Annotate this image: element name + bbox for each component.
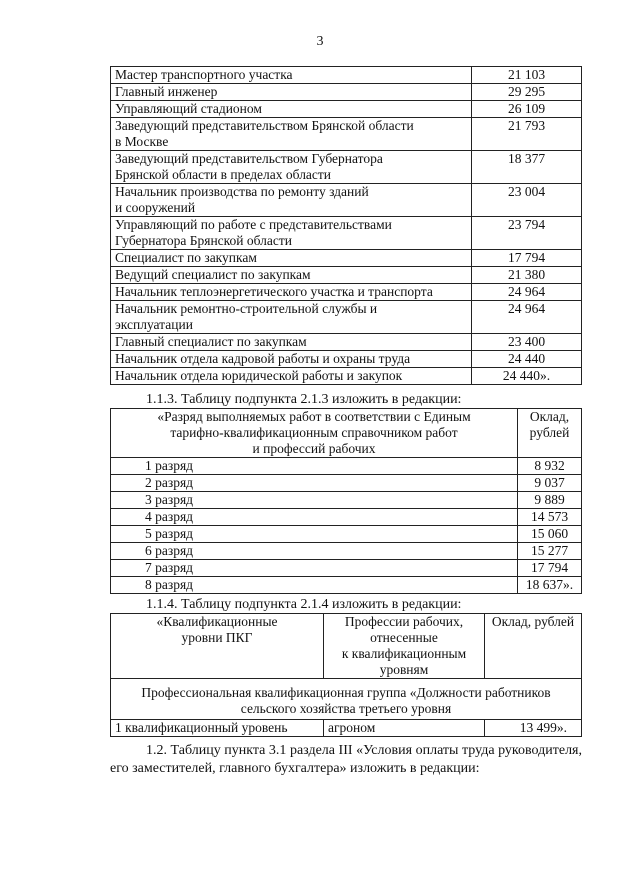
position-name-cell: Заведующий представительством Брянской области в Москве	[111, 118, 472, 151]
position-name-cell: 3 разряд	[111, 492, 518, 509]
position-name-cell: 6 разряд	[111, 543, 518, 560]
table-row	[111, 267, 582, 284]
salary-value-cell: 24 440	[472, 351, 582, 368]
table-row	[111, 334, 582, 351]
header-salary-cell: Оклад, рублей	[518, 409, 582, 458]
table-row	[111, 720, 582, 737]
heading-1-1-3: 1.1.3. Таблицу подпункта 2.1.3 изложить в редакции:	[146, 392, 462, 407]
salary-value-cell: 18 377	[472, 151, 582, 184]
salary-cell: 13 499».	[485, 720, 582, 737]
salary-value-cell: 21 380	[472, 267, 582, 284]
salary-value-cell: 21 103	[472, 67, 582, 84]
header-profession-cell: Профессии рабочих, отнесенные к квалификационным уровням	[324, 614, 485, 679]
salary-value-cell: 24 440».	[472, 368, 582, 385]
page-number: 3	[316, 34, 324, 49]
salary-value-cell: 17 794	[472, 250, 582, 267]
table-row	[111, 492, 582, 509]
position-name-cell: Ведущий специалист по закупкам	[111, 267, 472, 284]
header-level-cell: «Квалификационные уровни ПКГ	[111, 614, 324, 679]
table-row	[111, 217, 582, 250]
salary-table-qualification	[110, 613, 582, 737]
salary-value-cell: 23 004	[472, 184, 582, 217]
group-row	[111, 679, 582, 720]
salary-value-cell: 24 964	[472, 301, 582, 334]
table-header-row	[111, 614, 582, 679]
salary-table-grades	[110, 408, 582, 594]
table-row	[111, 250, 582, 267]
position-name-cell: Главный специалист по закупкам	[111, 334, 472, 351]
table-row	[111, 458, 582, 475]
position-name-cell: 5 разряд	[111, 526, 518, 543]
table-row	[111, 560, 582, 577]
table-row	[111, 84, 582, 101]
table-row	[111, 301, 582, 334]
table-row	[111, 368, 582, 385]
level-cell: 1 квалификационный уровень	[111, 720, 324, 737]
salary-value-cell: 23 400	[472, 334, 582, 351]
position-name-cell: Мастер транспортного участка	[111, 67, 472, 84]
salary-value-cell: 9 037	[518, 475, 582, 492]
table-row	[111, 351, 582, 368]
position-name-cell: 8 разряд	[111, 577, 518, 594]
salary-value-cell: 15 277	[518, 543, 582, 560]
position-name-cell: Специалист по закупкам	[111, 250, 472, 267]
table-row	[111, 526, 582, 543]
table-row	[111, 284, 582, 301]
salary-value-cell: 14 573	[518, 509, 582, 526]
position-name-cell: 7 разряд	[111, 560, 518, 577]
paragraph-1-2: 1.2. Таблицу пункта 3.1 раздела III «Условия оплаты труда руководителя, его заместителей, главного бухгалтера» изложить в редакции:	[110, 743, 582, 776]
position-name-cell: 2 разряд	[111, 475, 518, 492]
table-row	[111, 509, 582, 526]
table-row	[111, 151, 582, 184]
salary-value-cell: 21 793	[472, 118, 582, 151]
salary-value-cell: 15 060	[518, 526, 582, 543]
salary-value-cell: 23 794	[472, 217, 582, 250]
table-row	[111, 577, 582, 594]
table-row	[111, 475, 582, 492]
position-name-cell: Главный инженер	[111, 84, 472, 101]
salary-value-cell: 26 109	[472, 101, 582, 118]
salary-value-cell: 8 932	[518, 458, 582, 475]
table-row	[111, 184, 582, 217]
position-name-cell: Начальник отдела кадровой работы и охраны труда	[111, 351, 472, 368]
table-row	[111, 118, 582, 151]
table-row	[111, 67, 582, 84]
position-name-cell: Управляющий по работе с представительствами Губернатора Брянской области	[111, 217, 472, 250]
group-cell: Профессиональная квалификационная группа «Должности работников сельского хозяйства третьего уровня	[111, 679, 582, 720]
position-name-cell: Начальник теплоэнергетического участка и транспорта	[111, 284, 472, 301]
position-name-cell: 1 разряд	[111, 458, 518, 475]
position-name-cell: Начальник ремонтно-строительной службы и эксплуатации	[111, 301, 472, 334]
position-name-cell: Начальник производства по ремонту зданий и сооружений	[111, 184, 472, 217]
salary-value-cell: 29 295	[472, 84, 582, 101]
salary-value-cell: 24 964	[472, 284, 582, 301]
table-row	[111, 543, 582, 560]
salary-table-positions	[110, 66, 582, 385]
salary-value-cell: 17 794	[518, 560, 582, 577]
salary-value-cell: 9 889	[518, 492, 582, 509]
profession-cell: агроном	[324, 720, 485, 737]
table-row	[111, 101, 582, 118]
position-name-cell: Заведующий представительством Губернатора Брянской области в пределах области	[111, 151, 472, 184]
position-name-cell: Начальник отдела юридической работы и закупок	[111, 368, 472, 385]
position-name-cell: 4 разряд	[111, 509, 518, 526]
heading-1-1-4: 1.1.4. Таблицу подпункта 2.1.4 изложить в редакции:	[146, 597, 462, 612]
salary-value-cell: 18 637».	[518, 577, 582, 594]
position-name-cell: Управляющий стадионом	[111, 101, 472, 118]
table-header-row	[111, 409, 582, 458]
header-salary-cell: Оклад, рублей	[485, 614, 582, 679]
header-grade-cell: «Разряд выполняемых работ в соответствии с Единым тарифно-квалификационным справочником работ и профессий рабочих	[111, 409, 518, 458]
